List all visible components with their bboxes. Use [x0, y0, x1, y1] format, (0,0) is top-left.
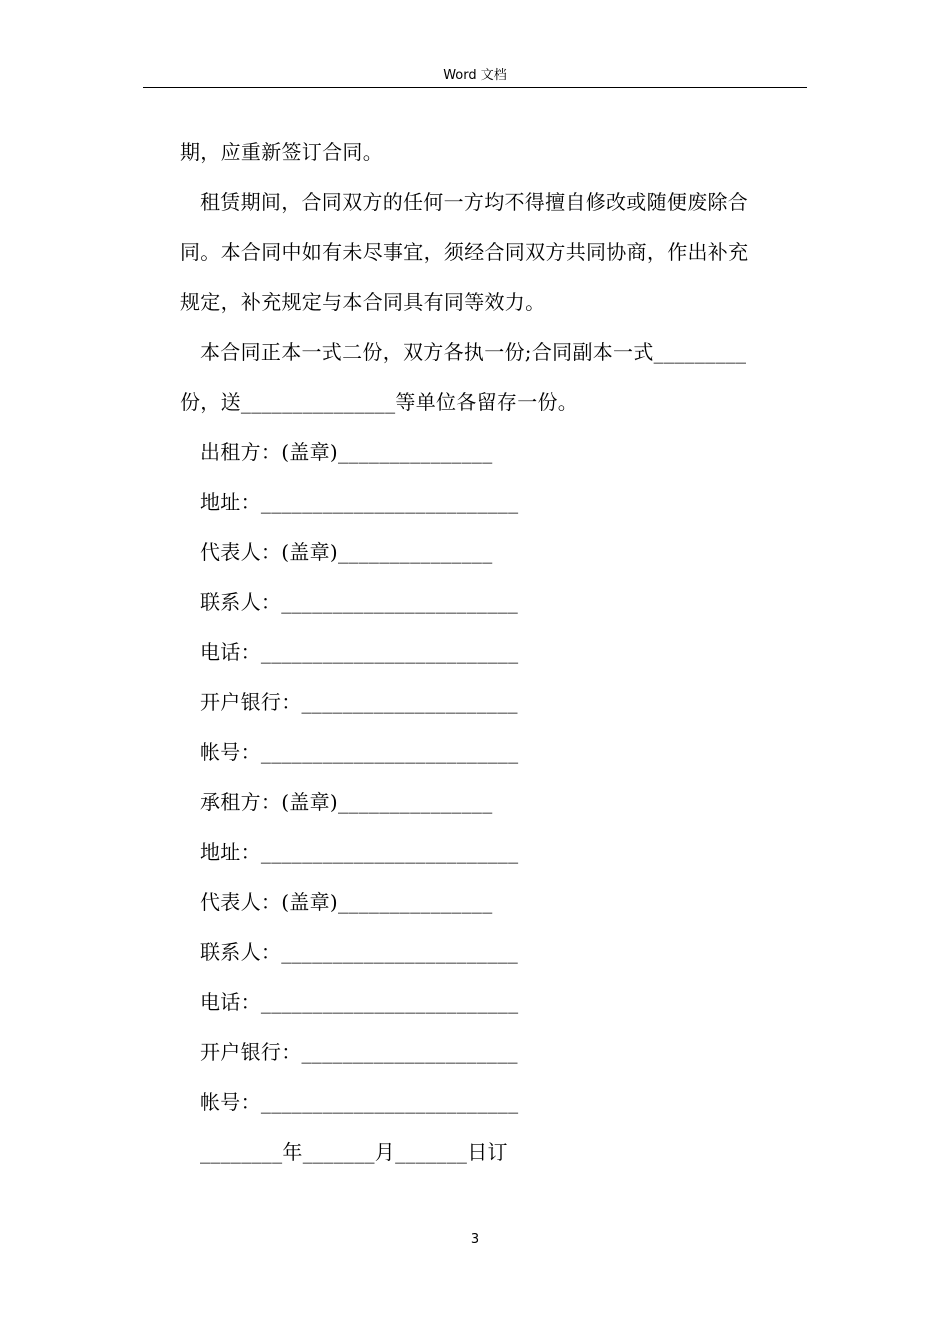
header-rule [143, 87, 807, 88]
page-header-title: Word 文档 [443, 68, 507, 83]
lessee-contact-field: 联系人：_______________________ [200, 940, 519, 964]
lessor-representative-field: 代表人：(盖章)_______________ [200, 540, 493, 564]
paragraph-line: 租赁期间，合同双方的任何一方均不得擅自修改或随便废除合 [200, 190, 749, 214]
lessee-phone-field: 电话：_________________________ [200, 990, 519, 1014]
paragraph-line: 同。本合同中如有未尽事宜，须经合同双方共同协商，作出补充 [180, 240, 749, 264]
paragraph-line: 份，送_______________等单位各留存一份。 [180, 390, 579, 414]
signing-date-line: ________年_______月_______日订 [200, 1140, 508, 1164]
lessee-bank-field: 开户银行：_____________________ [200, 1040, 518, 1064]
paragraph-line: 规定，补充规定与本合同具有同等效力。 [180, 290, 546, 314]
lessor-phone-field: 电话：_________________________ [200, 640, 519, 664]
lessee-party-field: 承租方：(盖章)_______________ [200, 790, 493, 814]
lessee-representative-field: 代表人：(盖章)_______________ [200, 890, 493, 914]
lessee-address-field: 地址：_________________________ [200, 840, 519, 864]
paragraph-line: 期，应重新签订合同。 [180, 140, 383, 164]
page-number: 3 [470, 1232, 480, 1247]
lessor-contact-field: 联系人：_______________________ [200, 590, 519, 614]
lessor-bank-field: 开户银行：_____________________ [200, 690, 518, 714]
lessor-party-field: 出租方：(盖章)_______________ [200, 440, 493, 464]
paragraph-line: 本合同正本一式二份，双方各执一份;合同副本一式_________ [200, 340, 747, 364]
lessor-address-field: 地址：_________________________ [200, 490, 519, 514]
lessee-account-field: 帐号：_________________________ [200, 1090, 519, 1114]
lessor-account-field: 帐号：_________________________ [200, 740, 519, 764]
